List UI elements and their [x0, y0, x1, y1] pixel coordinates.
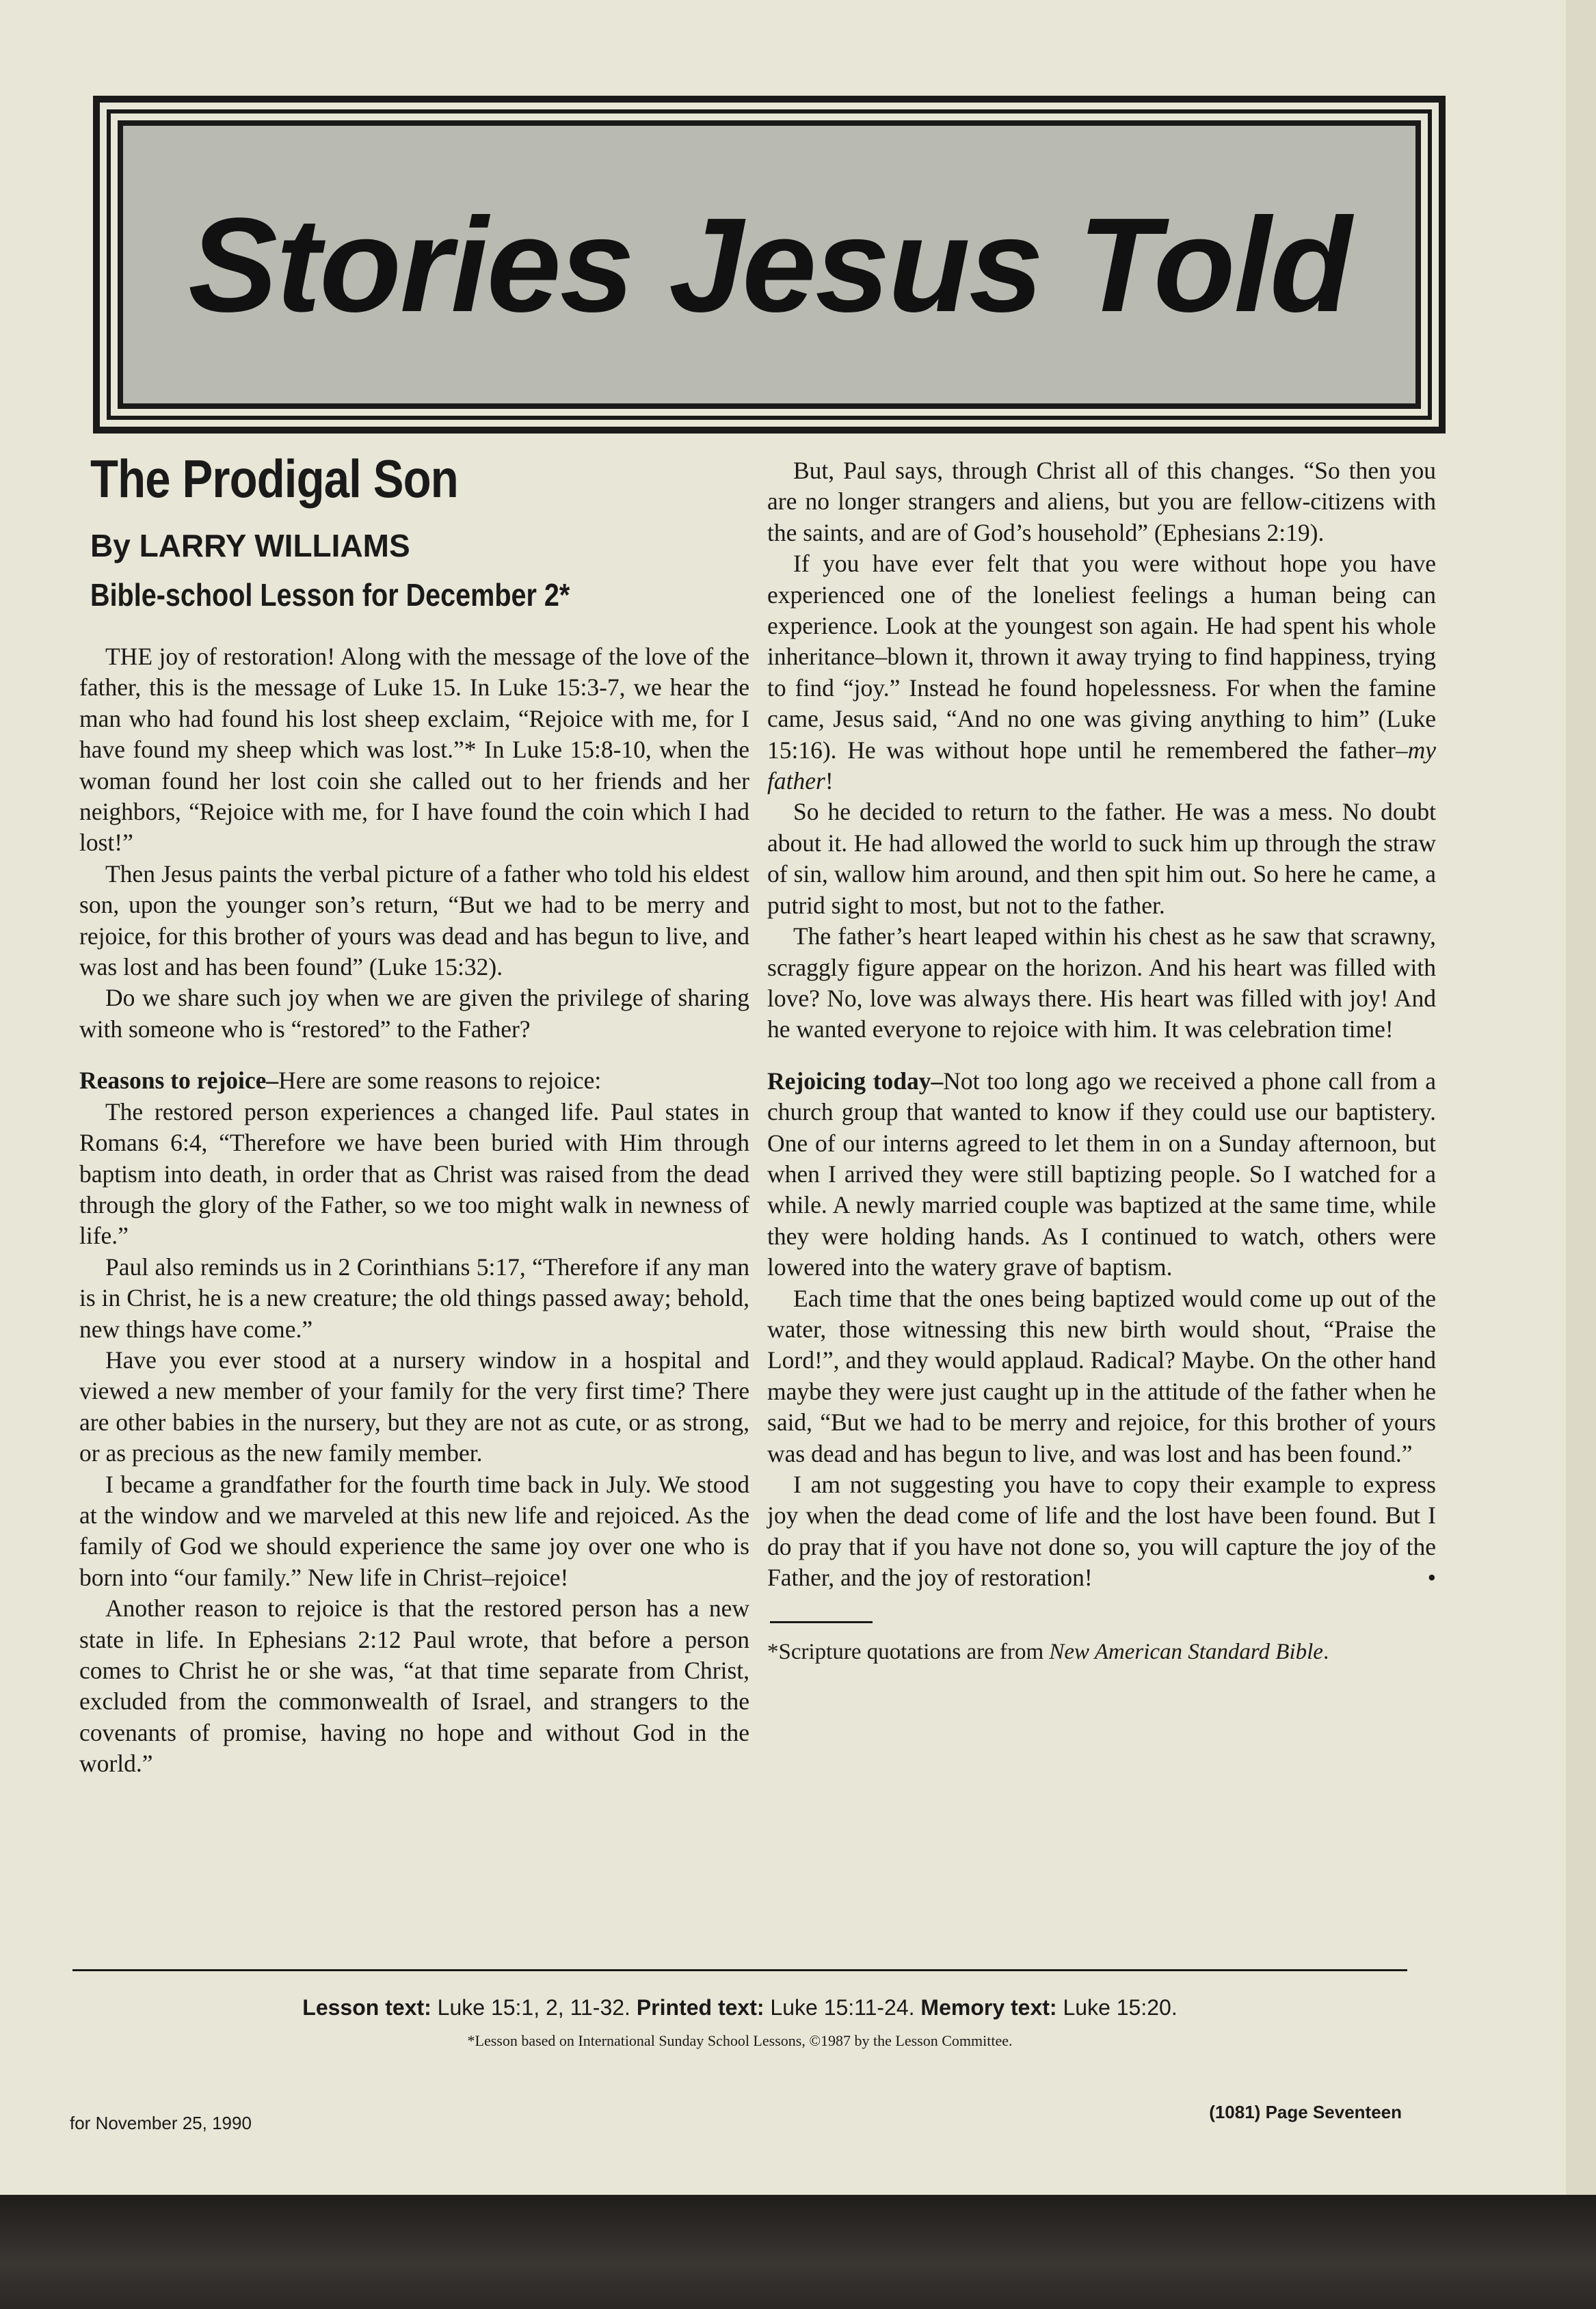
- paragraph-end: !: [825, 767, 834, 795]
- paragraph-text: I am not suggesting you have to copy their example to express joy when the dead come of life and the lost have been found. But I do pray that if you have not done so, you will capture the joy of the Father, and the joy of restoration!: [767, 1471, 1436, 1592]
- page-bottom-edge: [0, 2195, 1596, 2309]
- paragraph: I became a grandfather for the fourth time back in July. We stood at the window and we marveled at this new life and rejoiced. As the family of God we should experience the same joy over one who is born into “our family.” New life in Christ–rejoice!: [79, 1470, 749, 1591]
- footnote: [767, 1637, 1436, 1668]
- lesson-texts: [0, 1995, 1480, 2020]
- paragraph-text: If you have ever felt that you were without hope you have experienced one of the loneliest feelings a human being can experience. Look at the youngest son again. He had spent his whole inheritance–blown it, thrown it away trying to find happiness, trying to find “joy.” Instead he found hopelessness. For when the famine came, Jesus said, “And no one was giving anything to him” (Luke 15:16). He was without hope until he remembered the father–: [767, 550, 1436, 764]
- paragraph: The father’s heart leaped within his chest as he saw that scrawny, scraggly figure appear on the horizon. And his heart was filled with love? No, love was always there. His heart was filled with joy! And he wanted everyone to rejoice with him. It was celebration time!: [767, 922, 1436, 1043]
- right-column: [767, 455, 1436, 1668]
- page-number: (1081) Page Seventeen: [1209, 2102, 1402, 2122]
- lesson-heading: Bible-school Lesson for December 2*: [90, 577, 570, 613]
- paragraph-text: Not too long ago we received a phone call from a church group that wanted to know if they could use our baptistery. One of our interns agreed to let them in on a Sunday afternoon, but when I arrived they were still baptizing people. So I watched for a while. A newly married couple was baptized at the same time, while they were holding hands. As I continued to watch, others were lowered into the watery grave of baptism.: [767, 1067, 1436, 1281]
- paragraph: Another reason to rejoice is that the restored person has a new state in life. In Ephesians 2:12 Paul wrote, that before a person comes to Christ he or she was, “at that time separate from Christ, excluded from the commonwealth of Israel, and strangers to the covenants of promise, having no hope and without God in the world.”: [79, 1594, 749, 1778]
- paragraph: The restored person experiences a changed life. Paul states in Romans 6:4, “Therefore we have been buried with Him through baptism into death, in order that as Christ was raised from the dead through the glory of the Father, so we too might walk in newness of life.”: [79, 1097, 749, 1250]
- footnote-text: *Scripture quotations are from: [767, 1639, 1050, 1664]
- title-banner: [93, 96, 1446, 433]
- end-mark: •: [1427, 1564, 1436, 1592]
- paragraph: But, Paul says, through Christ all of this changes. “So then you are no longer strangers and aliens, but you are fellow-citizens with the saints, and are of God’s household” (Ephesians 2:19).: [767, 457, 1436, 546]
- paragraph: Do we share such joy when we are given the privilege of sharing with someone who is “restored” to the Father?: [79, 984, 749, 1043]
- left-column: [79, 444, 749, 1780]
- paragraph: THE joy of restoration! Along with the message of the love of the father, this is the message of Luke 15. In Luke 15:3-7, we hear the man who had found his lost sheep exclaim, “Rejoice with me, for I have found my sheep which was lost.”* In Luke 15:8-10, when the woman found her lost coin she called out to her friends and her neighbors, “Rejoice with me, for I have found the coin which I had lost!”: [79, 643, 749, 857]
- lesson-text-value: Luke 15:1, 2, 11-32.: [431, 1995, 637, 2020]
- banner-title: Stories Jesus Told: [188, 189, 1351, 340]
- paragraph: Each time that the ones being baptized would come up out of the water, those witnessing this new birth would shout, “Praise the Lord!”, and they would applaud. Radical? Maybe. On the other hand maybe they were just caught up in the attitude of the father when he said, “But we had to be merry and rejoice, for this brother of yours was dead and has begun to live, and was lost and has been found.”: [767, 1284, 1436, 1467]
- section-intro-text: Here are some reasons to rejoice:: [278, 1067, 602, 1095]
- lesson-text-label: Lesson text:: [302, 1995, 431, 2020]
- paragraph: [767, 1066, 1436, 1283]
- footnote-source: New American Standard Bible: [1049, 1639, 1323, 1664]
- paragraph: So he decided to return to the father. He was a mess. No doubt about it. He had allowed the world to suck him up through the straw of sin, wallow him around, and then spit him out. So here he came, a putrid sight to most, but not to the father.: [767, 798, 1436, 919]
- footnote-rule: [770, 1621, 873, 1623]
- printed-text-label: Printed text:: [636, 1995, 764, 2020]
- section-lead-rejoicing: Rejoicing today–: [767, 1067, 944, 1095]
- paragraph: Have you ever stood at a nursery window in a hospital and viewed a new member of your family for the very first time? There are other babies in the nursery, but they are not as cute, or as strong, or as precious as the new family member.: [79, 1346, 749, 1467]
- paragraph: Paul also reminds us in 2 Corinthians 5:17, “Therefore if any man is in Christ, he is a new creature; the old things passed away; behold, new things have come.”: [79, 1253, 749, 1343]
- memory-text-value: Luke 15:20.: [1056, 1995, 1178, 2020]
- printed-text-value: Luke 15:11-24.: [764, 1995, 921, 2020]
- paragraph: [767, 548, 1436, 797]
- paragraph: [767, 1469, 1436, 1594]
- banner-panel: [118, 120, 1421, 409]
- lesson-note: *Lesson based on International Sunday School Lessons, ©1987 by the Lesson Committee.: [467, 2032, 1013, 2049]
- article-title: The Prodigal Son: [90, 449, 458, 509]
- paragraph: Then Jesus paints the verbal picture of a father who told his eldest son, upon the younger son’s return, “But we had to be merry and rejoice, for this brother of yours was dead and has begun to live, and was lost and has been found” (Luke 15:32).: [79, 859, 749, 981]
- section-lead-reasons: Reasons to rejoice–: [79, 1067, 279, 1095]
- emphasis-text: my father: [767, 736, 1436, 795]
- footnote-end: .: [1322, 1639, 1329, 1664]
- memory-text-label: Memory text:: [920, 1995, 1057, 2020]
- bottom-rule: [72, 1969, 1407, 1971]
- section-intro: [79, 1065, 749, 1096]
- article-byline: By LARRY WILLIAMS: [90, 528, 410, 563]
- issue-date: for November 25, 1990: [70, 2113, 252, 2133]
